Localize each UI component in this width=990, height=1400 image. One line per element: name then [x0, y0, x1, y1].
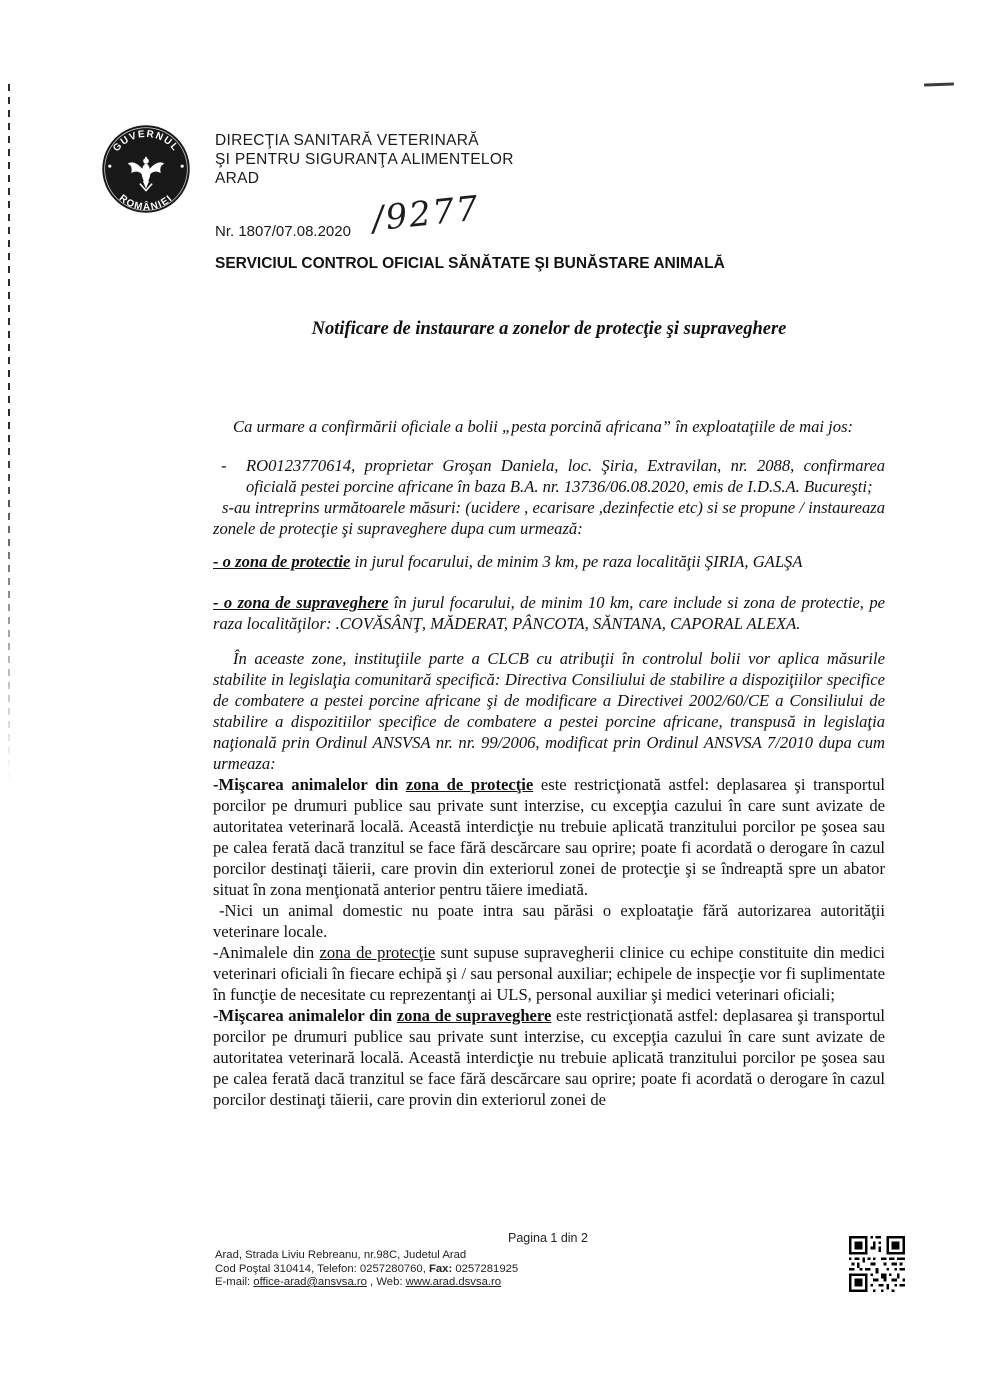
agency-name-line: ŞI PENTRU SIGURANŢA ALIMENTELOR — [215, 151, 514, 168]
paragraph-movement-surveillance — [213, 1005, 885, 1110]
text-segment: , Web: — [366, 1276, 406, 1288]
paragraph-legal-basis — [213, 648, 885, 774]
qr-code — [849, 1236, 905, 1292]
agency-name-line: DIRECŢIA SANITARĂ VETERINARĂ — [215, 132, 479, 149]
text-segment: - o zona de supraveghere — [213, 593, 389, 612]
text-segment: este restricţionată astfel: deplasarea şi transportul porcilor pe drumuri publice sau private sunt interzise, cu excepţia cazului în care sunt avizate de autoritatea veterinară locală. Această interdicţie nu trebuie aplicată tranzitului porcilor pe şosea sau pe calea ferată dacă tranzitul se face fără descărcare sau oprire; poate fi acordată o derogare în cazul porcilor destinaţi tăierii, care provin din exteriorul zonei de — [213, 1006, 885, 1109]
scan-fold-mark — [924, 82, 954, 86]
page-indicator: Pagina 1 din 2 — [508, 1231, 588, 1245]
contact-address-line — [215, 1249, 518, 1263]
text-segment: În aceaste zone, instituţiile parte a CLCB cu atribuţii în controlul bolii vor aplica măsurile stabilite in legislaţia comunitară specifică: Directiva Consiliului de stabilire a dispoziţiilor specifice de combatere a pestei porcine africane şi de modificare a Directivei 2002/60/CE a Consiliului de stabilire a dispozitiilor specifice de combatere a pestei porcine africane, transpusă in legislaţia naţională prin Ordinul ANSVSA nr. nr. 99/2006, modificat prin Ordinul ANSVSA 7/2010 dupa cum urmeaza: — [213, 649, 885, 773]
scan-binding-mark — [8, 84, 10, 784]
government-seal-icon — [99, 122, 193, 216]
paragraph-intro — [213, 416, 885, 437]
document-title: Notificare de instaurare a zonelor de protecţie şi supraveghere — [311, 319, 787, 339]
paragraph-measures — [213, 497, 885, 539]
text-segment: E-mail: — [215, 1276, 254, 1288]
text-segment: Fax: — [428, 1262, 453, 1275]
text-segment: zona de supraveghere — [396, 1006, 552, 1025]
text-segment: Ca urmare a confirmării oficiale a bolii „pesta porcină africana” în exploataţiile de mai jos: — [233, 417, 854, 436]
text-segment: în jurul focarului, de minim 10 km, care include si zona de protectie, pe raza localităţilor: .COVĂSÂNŢ, MĂDERAT, PÂNCOTA, SĂNTANA, CAPORAL ALEXA. — [213, 593, 885, 633]
text-segment: RO0123770614, proprietar Groşan Daniela, loc. Şiria, Extravilan, nr. 2088, confirmarea oficială pestei porcine africane în baza B.A. nr. 13736/06.08.2020, emis de I.D.S.A. Bucureşti; — [246, 456, 885, 496]
text-segment: zona de protecţie — [405, 775, 534, 794]
text-segment: -Mişcarea animalelor din — [213, 1006, 397, 1025]
service-name: SERVICIUL CONTROL OFICIAL SĂNĂTATE ŞI BUNĂSTARE ANIMALĂ — [215, 255, 725, 272]
contact-email-line — [215, 1276, 518, 1290]
agency-name-block — [215, 131, 514, 188]
email-link: office-arad@ansvsa.ro — [253, 1276, 367, 1288]
text-segment: -Nici un animal domestic nu poate intra sau părăsi o exploataţie fără autorizarea autorităţii veterinare locale. — [213, 901, 885, 941]
text-segment: -Animalele din — [213, 943, 320, 962]
web-link: www.arad.dsvsa.ro — [405, 1276, 502, 1288]
paragraph-surveillance-zone — [213, 592, 885, 634]
paragraph-protection-zone — [213, 551, 885, 572]
text-segment: - o zona de protectie — [213, 552, 351, 571]
seal-bottom-text: ROMÂNIEI — [116, 192, 176, 214]
seal-top-text: GUVERNUL — [111, 128, 181, 155]
agency-name-line: ARAD — [215, 170, 260, 187]
text-segment: sunt supuse supravegherii clinice cu echipe constituite din medici veterinari oficiali în fiecare echipă şi / sau personal auxiliar; echipele de inspecţie vor fi suplimentate în funcţie de necesitate cu reprezentanţi ai ULS, personal auxiliar şi medici veterinari oficiali; — [213, 943, 886, 1004]
text-segment: Arad, Strada Liviu Rebreanu, nr.98C, Judetul Arad — [215, 1249, 467, 1261]
text-segment: este restricţionată astfel: deplasarea şi transportul porcilor pe drumuri publice sau private sunt interzise, cu excepţia cazului în care sunt avizate de autoritatea veterinară locală. Această interdicţie nu trebuie aplicată tranzitului porcilor pe şosea sau pe calea ferată dacă tranzitul se face fără descărcare sau oprire; poate fi acordată o derogare în cazul porcilor destinaţi tăierii, care provin din exteriorul zonei de protecţie şi se îndreaptă spre un abator situat în zona menţionată anterior pentru tăiere imediată. — [213, 775, 885, 899]
paragraph-outbreak-item — [213, 455, 885, 497]
document-number: Nr. 1807/07.08.2020 — [215, 223, 351, 240]
text-segment: 0257281925 — [452, 1262, 519, 1275]
text-segment: -Mişcarea animalelor din — [213, 775, 406, 794]
text-segment: zona de protecţie — [319, 943, 436, 962]
list-marker: - — [221, 456, 227, 475]
paragraph-no-animal — [213, 900, 885, 942]
paragraph-movement-protection — [213, 774, 885, 900]
contact-phone-line — [215, 1263, 518, 1277]
text-segment: in jurul focarului, de minim 3 km, pe raza localităţii ŞIRIA, GALŞA — [350, 552, 803, 571]
handwritten-registration-number: /9277 — [370, 188, 482, 240]
text-segment: Cod Poştal 310414, Telefon: 0257280760, — [215, 1262, 429, 1275]
document-body — [213, 416, 885, 1110]
contact-block — [215, 1249, 518, 1290]
text-segment: s-au intreprins următoarele măsuri: (ucidere , ecarisare ,dezinfectie etc) si se propune / instaureaza zonele de protecţie şi supraveghere dupa cum urmează: — [213, 498, 885, 538]
paragraph-animals-protection — [213, 942, 885, 1005]
